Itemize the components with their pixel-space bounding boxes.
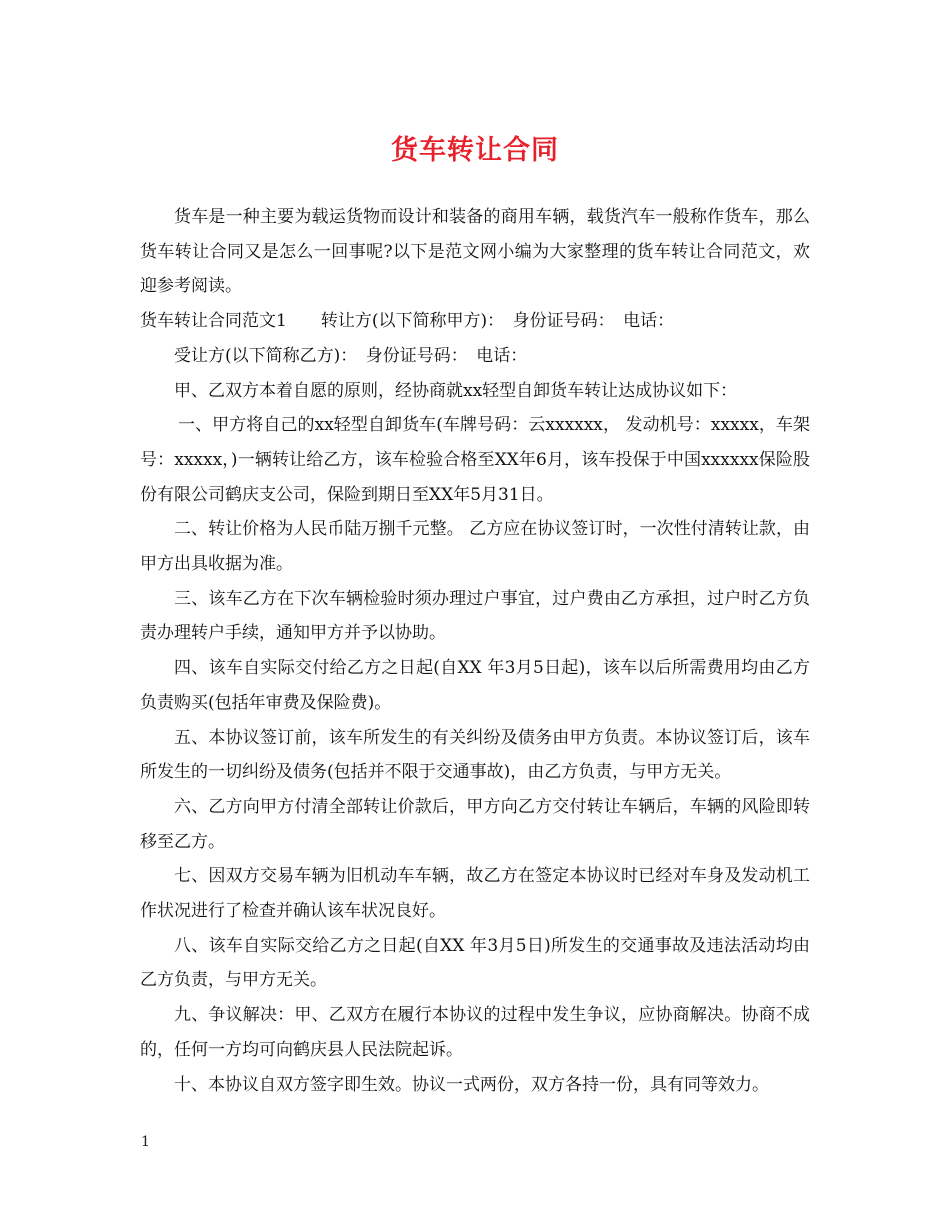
clause-1: 一、甲方将自己的xx轻型自卸货车(车牌号码：云xxxxxx， 发动机号：xxxxx，车架号：xxxxx，)一辆转让给乙方，该车检验合格至XX年6月，该车投保于中国xxxxxx保险股份有限公司鹤庆支公司，保险到期日至XX年5月31日。	[140, 415, 810, 505]
clause-6: 六、乙方向甲方付清全部转让价款后，甲方向乙方交付转让车辆后，车辆的风险即转移至乙方。	[140, 796, 810, 852]
clause-8: 八、该车自实际交给乙方之日起(自XX 年3月5日)所发生的交通事故及违法活动均由乙方负责，与甲方无关。	[140, 935, 810, 991]
document-title: 货车转让合同	[391, 135, 559, 166]
clause-4: 四、该车自实际交付给乙方之日起(自XX 年3月5日起)，该车以后所需费用均由乙方负责购买(包括年审费及保险费)。	[140, 658, 810, 713]
clause-10: 十、本协议自双方签字即生效。协议一式两份，双方各持一份，具有同等效力。	[174, 1074, 769, 1095]
agreement-preamble: 甲、乙双方本着自愿的原则，经协商就xx轻型自卸货车转让达成协议如下：	[174, 380, 738, 401]
clause-2: 二、转让价格为人民币陆万捌千元整。 乙方应在协议签订时，一次性付清转让款，由甲方出具收据为准。	[140, 519, 810, 575]
intro-paragraph: 货车是一种主要为载运货物而设计和装备的商用车辆，载货汽车一般称作货车，那么货车转让合同又是怎么一回事呢?以下是范文网小编为大家整理的货车转让合同范文，欢迎参考阅读。	[140, 207, 810, 297]
parties-line-transferee: 受让方(以下简称乙方)： 身份证号码： 电话：	[174, 345, 528, 366]
clause-7: 七、因双方交易车辆为旧机动车车辆，故乙方在签定本协议时已经对车身及发动机工作状况进行了检查并确认该车状况良好。	[140, 866, 810, 922]
clause-5: 五、本协议签订前，该车所发生的有关纠纷及债务由甲方负责。本协议签订后，该车所发生的一切纠纷及债务(包括并不限于交通事故)，由乙方负责，与甲方无关。	[140, 727, 810, 783]
parties-line-transferor: 货车转让合同范文1 转让方(以下简称甲方)： 身份证号码： 电话：	[140, 311, 675, 332]
page-number: 1	[141, 1134, 150, 1150]
document-body	[140, 200, 810, 1102]
clause-3: 三、该车乙方在下次车辆检验时须办理过户事宜，过户费由乙方承担，过户时乙方负责办理转户手续，通知甲方并予以协助。	[140, 588, 810, 644]
clause-9: 九、争议解决：甲、乙双方在履行本协议的过程中发生争议，应协商解决。协商不成的，任何一方均可向鹤庆县人民法院起诉。	[140, 1005, 810, 1060]
